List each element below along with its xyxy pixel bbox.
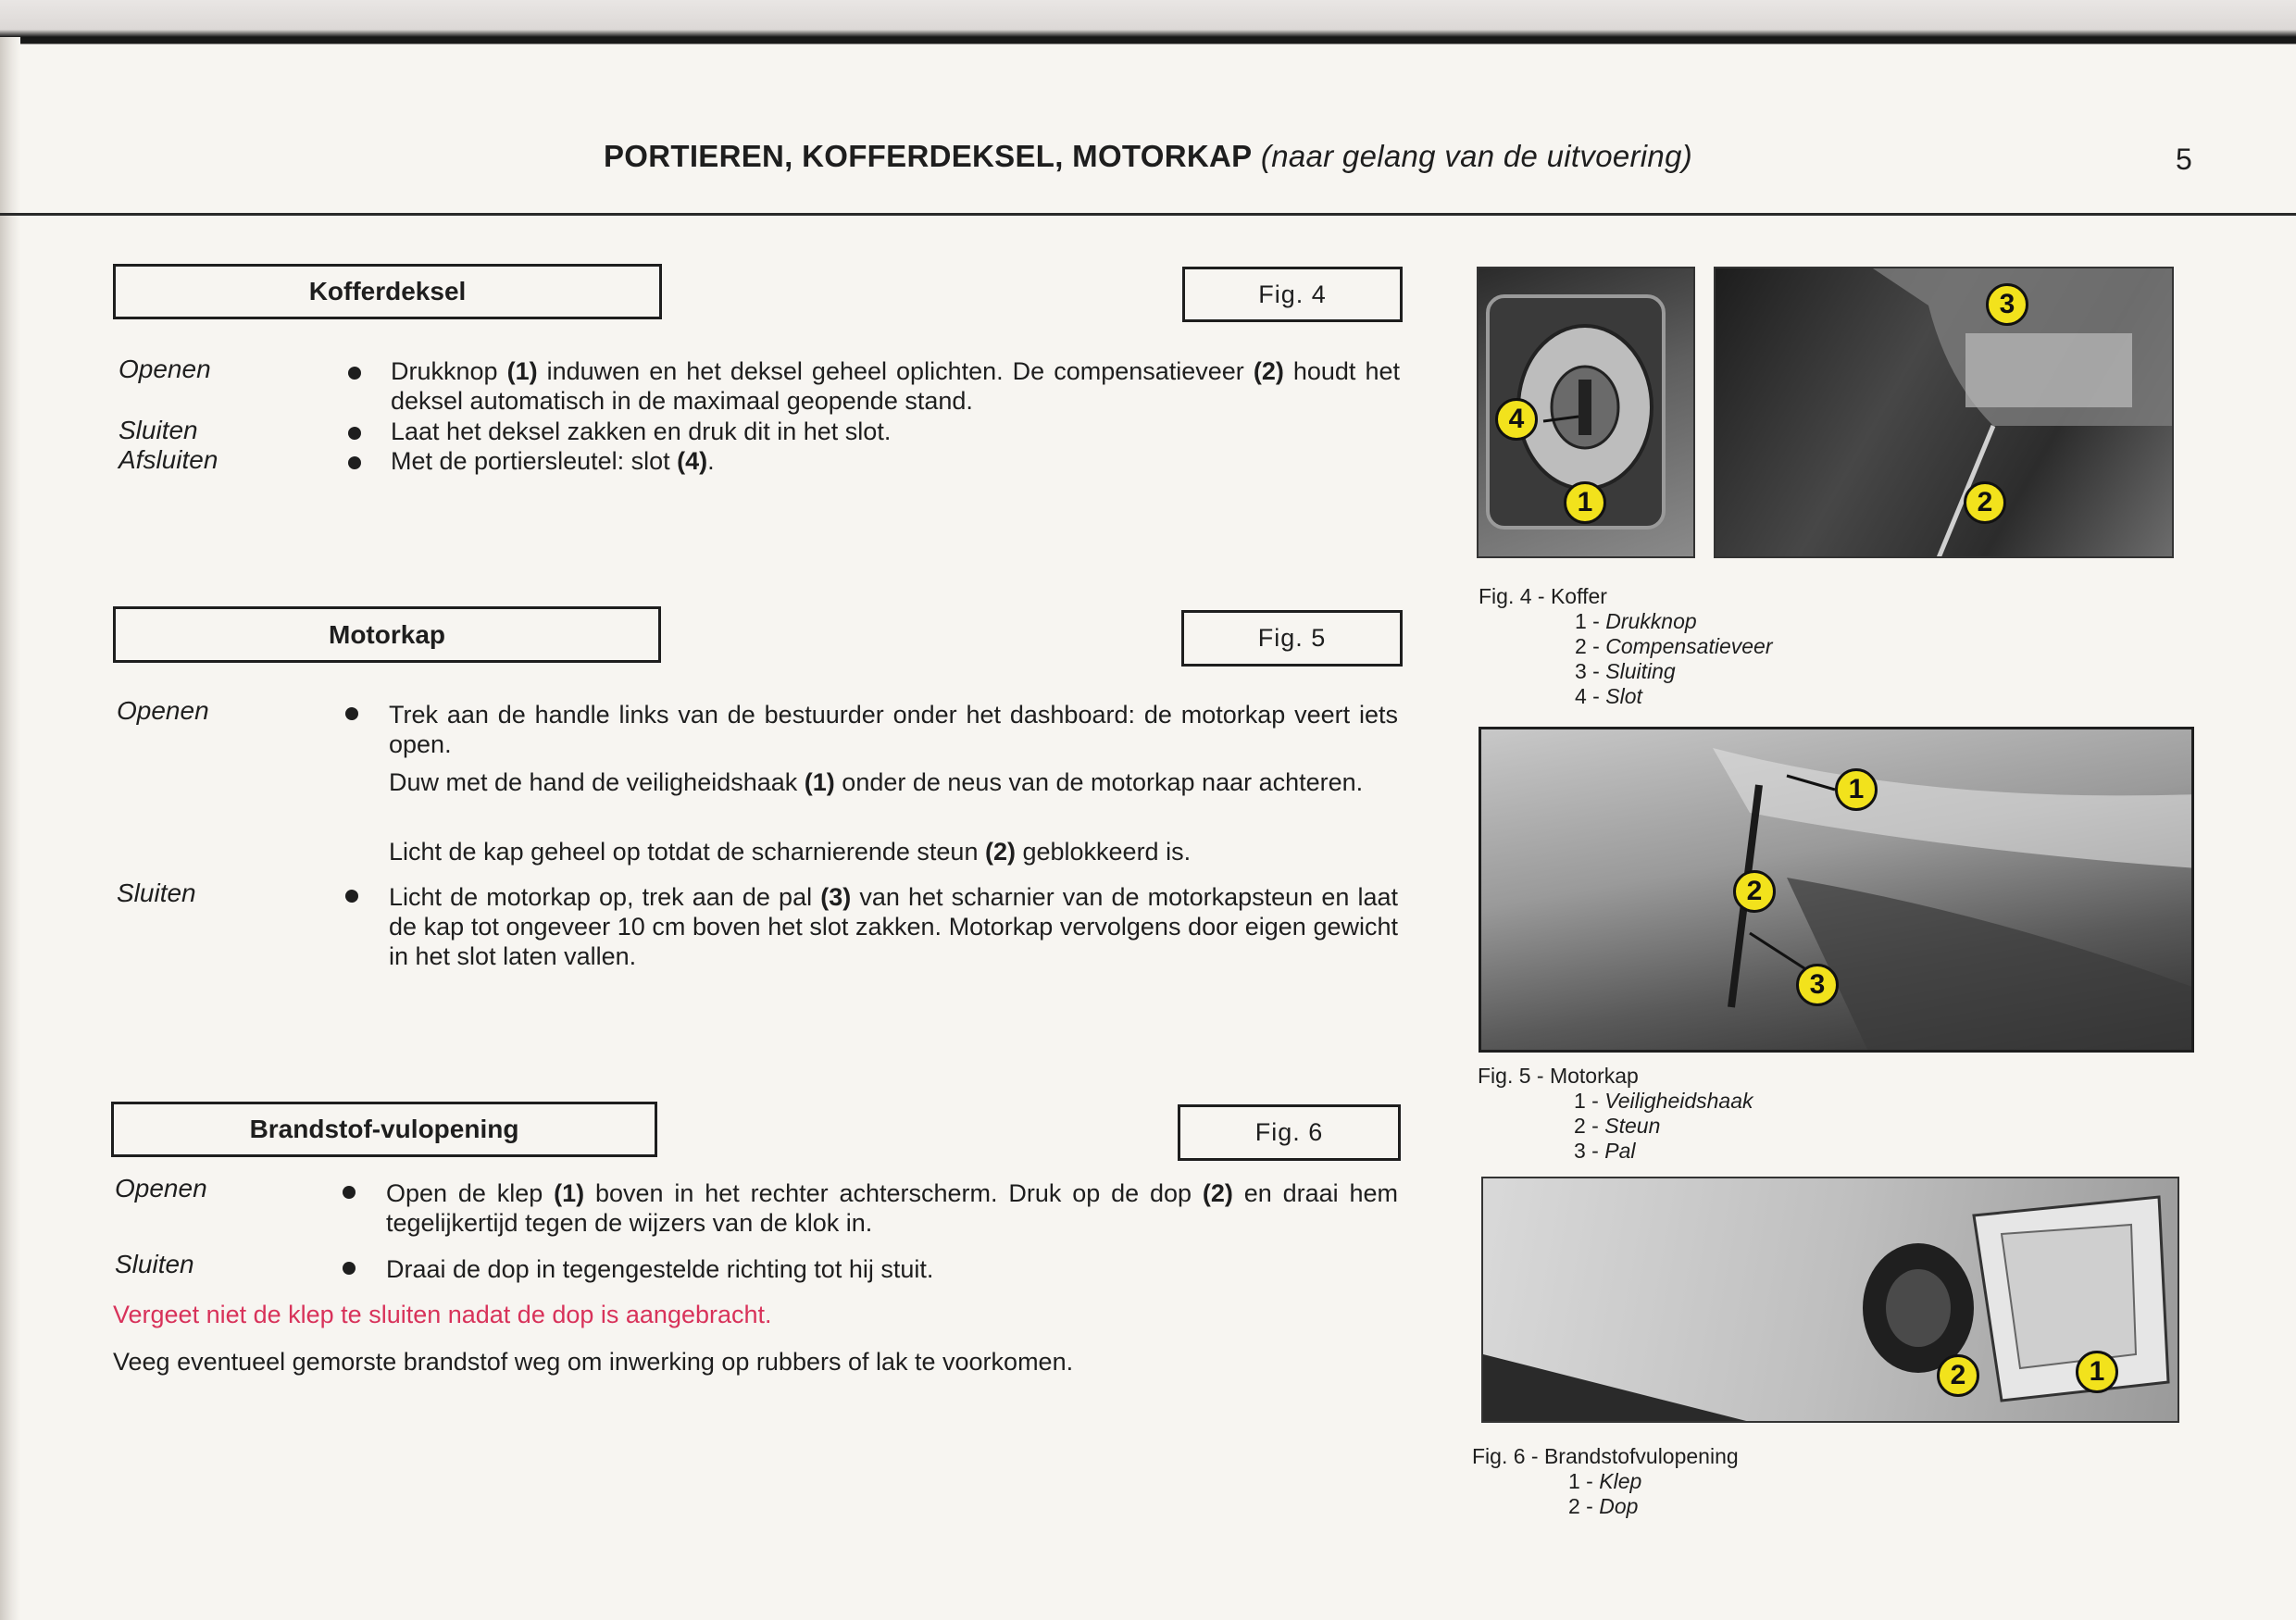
label-sluiten: Sluiten [119,416,198,444]
callout-marker: 1 [2076,1351,2118,1393]
caption-item: 2 - Dop [1568,1494,1639,1518]
open-trunk-illustration [1716,268,2174,558]
header-rule [0,213,2296,216]
callout-marker: 4 [1495,398,1538,441]
caption-item: 1 - Veiligheidshaak [1574,1089,1753,1113]
caption-item: 4 - Slot [1575,684,1642,708]
caption-title: Fig. 4 - Koffer [1479,584,1607,608]
fig4-photo-lock [1477,267,1695,558]
callout-marker: 2 [1937,1354,1979,1397]
section-title-motorkap: Motorkap [113,606,661,663]
instruction-text: Open de klep (1) boven in het rechter achterscherm. Druk op de dop (2) en draai hem tegelijkertijd tegen de wijzers van de klok in. [386,1179,1398,1237]
fig4-photo-trunk [1714,267,2174,558]
caption-title: Fig. 6 - Brandstofvulopening [1472,1444,1739,1468]
callout-marker: 3 [1796,964,1839,1006]
fig6-photo-fuel [1481,1177,2179,1423]
callout-marker: 3 [1986,283,2028,326]
page-title-bold: PORTIEREN, KOFFERDEKSEL, MOTORKAP [603,139,1253,173]
bullet [348,367,361,380]
caption-item: 3 - Sluiting [1575,659,1676,683]
instruction-text: Licht de kap geheel op totdat de scharnierende steun (2) geblokkeerd is. [389,838,1192,866]
callout-marker: 2 [1964,481,2006,524]
instruction-text: Drukknop (1) induwen en het deksel geheel oplichten. De compensatieveer (2) houdt het deksel automatisch in de maximaal geopende stand. [391,357,1401,415]
fig-ref-6: Fig. 6 [1178,1104,1401,1161]
fuel-flap-illustration [1483,1178,2179,1423]
fig4-caption [1479,584,1773,709]
section-title-brandstof: Brandstof-vulopening [111,1102,657,1157]
bullet [345,890,358,903]
caption-item: 3 - Pal [1574,1139,1636,1163]
caption-item: 1 - Drukknop [1575,609,1697,633]
callout-marker: 1 [1564,481,1606,524]
instruction-text: Licht de motorkap op, trek aan de pal (3) van het scharnier van de motorkapsteun en laat de kap tot ongeveer 10 cm boven het slot zakken. Motorkap vervolgens door eigen gewicht in het slot laten vallen. [389,883,1398,970]
callout-marker: 1 [1835,768,1878,811]
fig-ref-4: Fig. 4 [1182,267,1403,322]
caption-item: 1 - Klep [1568,1469,1642,1493]
info-note: Veeg eventueel gemorste brandstof weg om inwerking op rubbers of lak te voorkomen. [113,1348,1074,1376]
instruction-text: Trek aan de handle links van de bestuurder onder het dashboard: de motorkap veert iets open. [389,701,1398,758]
caption-title: Fig. 5 - Motorkap [1478,1064,1639,1088]
section-title-kofferdeksel: Kofferdeksel [113,264,662,319]
bullet [348,427,361,440]
label-openen: Openen [115,1174,207,1203]
instruction-text: Duw met de hand de veiligheidshaak (1) onder de neus van de motorkap naar achteren. [389,768,1364,796]
fig5-caption [1478,1064,1753,1164]
label-sluiten: Sluiten [117,879,196,907]
bullet [343,1262,356,1275]
fig-ref-5: Fig. 5 [1181,610,1403,667]
instruction-text: Met de portiersleutel: slot (4). [391,447,715,475]
bullet [348,456,361,469]
caption-item: 2 - Steun [1574,1114,1661,1138]
page-title-italic: (naar gelang van de uitvoering) [1260,139,1693,173]
bullet [345,707,358,720]
fig5-photo-hood [1479,727,2194,1053]
warning-note: Vergeet niet de klep te sluiten nadat de dop is aangebracht. [113,1301,772,1328]
label-afsluiten: Afsluiten [119,445,218,474]
instruction-text: Laat het deksel zakken en druk dit in het slot. [391,417,892,445]
page-number: 5 [2176,143,2192,176]
bullet [343,1186,356,1199]
scan-top-edge [0,0,2296,44]
label-sluiten: Sluiten [115,1250,194,1278]
label-openen: Openen [117,696,209,725]
fig6-caption [1472,1444,1739,1519]
label-openen: Openen [119,355,211,383]
page-title [0,139,2296,174]
book-spine-shadow [0,37,20,1620]
callout-marker: 2 [1733,870,1776,913]
caption-item: 2 - Compensatieveer [1575,634,1773,658]
instruction-text: Draai de dop in tegengestelde richting tot hij stuit. [386,1255,934,1283]
